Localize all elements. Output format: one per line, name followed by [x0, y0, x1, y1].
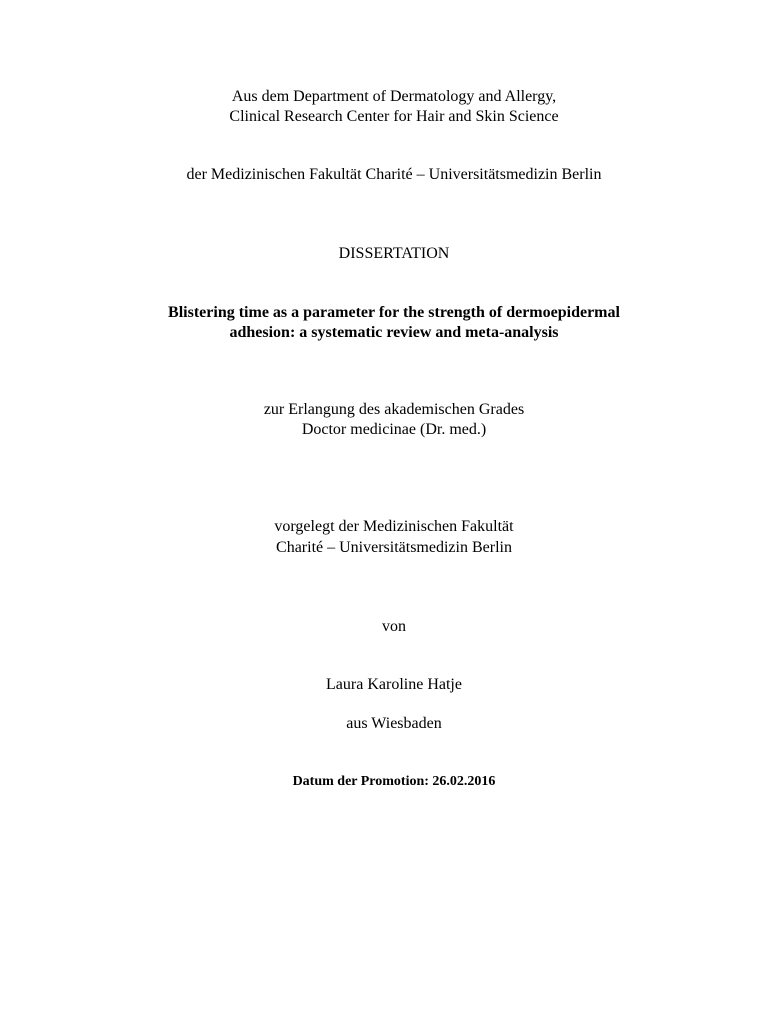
faculty-line: der Medizinischen Fakultät Charité – Universitätsmedizin Berlin — [186, 166, 602, 183]
author-name: Laura Karoline Hatje — [326, 676, 462, 693]
submission-line-2: Charité – Universitätsmedizin Berlin — [276, 539, 512, 556]
institution-line-2: Clinical Research Center for Hair and Skin Science — [229, 108, 559, 125]
by-label: von — [382, 618, 406, 635]
author-origin: aus Wiesbaden — [346, 715, 442, 732]
thesis-title-line-1: Blistering time as a parameter for the strength of dermoepidermal — [168, 304, 620, 321]
degree-line-2: Doctor medicinae (Dr. med.) — [301, 421, 487, 438]
institution-line-1: Aus dem Department of Dermatology and Allergy, — [231, 88, 557, 105]
degree-line-1: zur Erlangung des akademischen Grades — [263, 401, 525, 418]
document-type: DISSERTATION — [338, 245, 450, 262]
thesis-title-line-2: adhesion: a systematic review and meta-analysis — [229, 324, 559, 341]
promotion-date: Datum der Promotion: 26.02.2016 — [292, 774, 496, 789]
submission-line-1: vorgelegt der Medizinischen Fakultät — [274, 518, 514, 535]
